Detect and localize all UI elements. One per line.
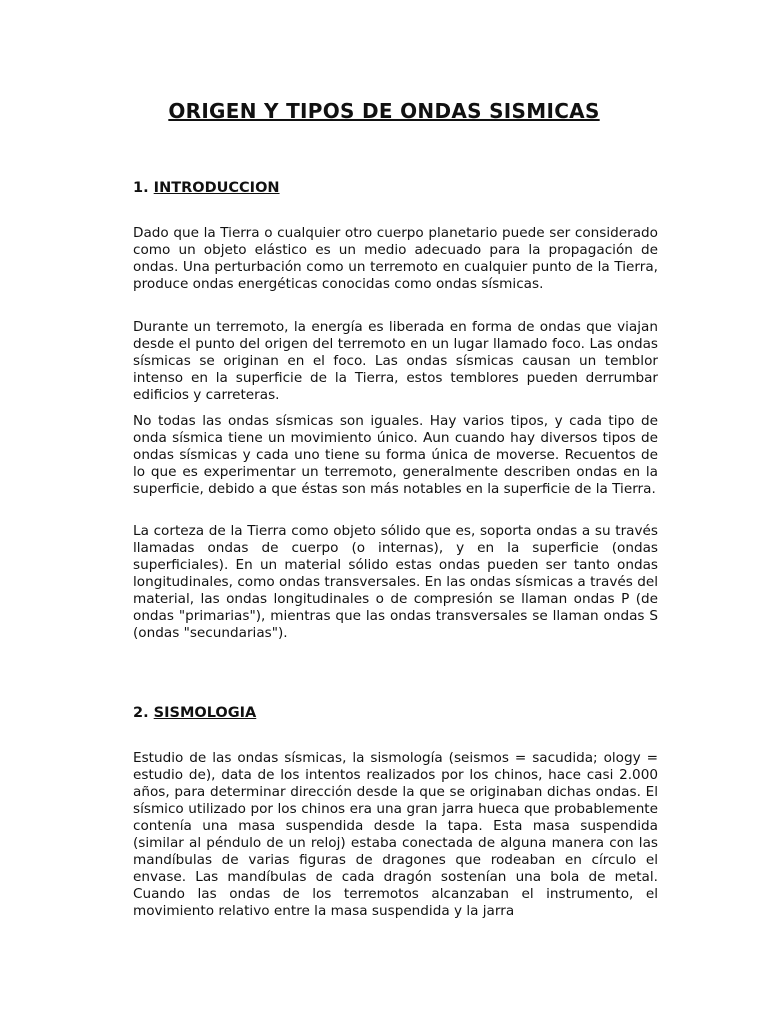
paragraph-intro-2: Durante un terremoto, la energía es liberada en forma de ondas que viajan desde el punto del origen del terremoto en un lugar llamado foco. Las ondas sísmicas se originan en el foco. Las ondas sísmicas causan un temblor intenso en la superficie de la Tierra, estos temblores pueden derrumbar edificios y carreteras. [133, 319, 658, 403]
section-heading-introduccion [133, 180, 280, 196]
section-number: 2. [133, 705, 149, 721]
section-number: 1. [133, 180, 149, 196]
paragraph-intro-1: Dado que la Tierra o cualquier otro cuerpo planetario puede ser considerado como un objeto elástico es un medio adecuado para la propagación de ondas. Una perturbación como un terremoto en cualquier punto de la Tierra, produce ondas energéticas conocidas como ondas sísmicas. [133, 225, 658, 292]
document-title: ORIGEN Y TIPOS DE ONDAS SISMICAS [168, 99, 600, 123]
paragraph-sismologia-1: Estudio de las ondas sísmicas, la sismología (seismos = sacudida; ology = estudio de), data de los intentos realizados por los chinos, hace casi 2.000 años, para determinar dirección desde la que se originaban dichas ondas. El sísmico utilizado por los chinos era una gran jarra hueca que probablemente contenía una masa suspendida desde la tapa. Esta masa suspendida (similar al péndulo de un reloj) estaba conectada de alguna manera con las mandíbulas de varias figuras de dragones que rodeaban en círculo el envase. Las mandíbulas de cada dragón sostenían una bola de metal. Cuando las ondas de los terremotos alcanzaban el instrumento, el movimiento relativo entre la masa suspendida y la jarra [133, 750, 658, 919]
section-heading-text: SISMOLOGIA [153, 705, 257, 721]
paragraph-intro-4: La corteza de la Tierra como objeto sólido que es, soporta ondas a su través llamadas ondas de cuerpo (o internas), y en la superficie (ondas superficiales). En un material sólido estas ondas pueden ser tanto ondas longitudinales, como ondas transversales. En las ondas sísmicas a través del material, las ondas longitudinales o de compresión se llaman ondas P (de ondas "primarias"), mientras que las ondas transversales se llaman ondas S (ondas "secundarias"). [133, 523, 658, 641]
paragraph-intro-3: No todas las ondas sísmicas son iguales. Hay varios tipos, y cada tipo de onda sísmica tiene un movimiento único. Aun cuando hay diversos tipos de ondas sísmicas y cada uno tiene su forma única de moverse. Recuentos de lo que es experimentar un terremoto, generalmente describen ondas en la superficie, debido a que éstas son más notables en la superficie de la Tierra. [133, 413, 658, 497]
section-heading-sismologia [133, 705, 256, 721]
section-heading-text: INTRODUCCION [153, 180, 280, 196]
